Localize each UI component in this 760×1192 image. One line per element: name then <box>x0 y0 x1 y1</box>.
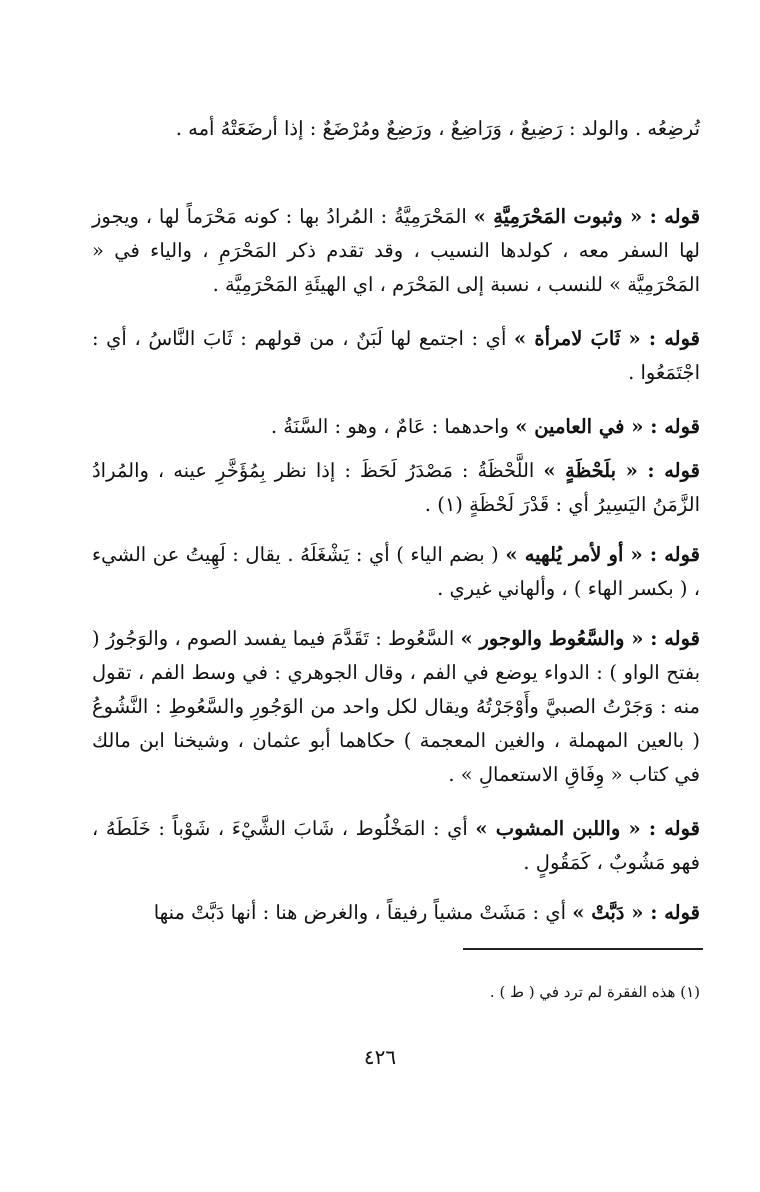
paragraph-7 <box>92 622 700 792</box>
paragraph-lead: قوله : « والسَّعُوط والوجور » <box>460 627 701 650</box>
paragraph-text: المَحْرَمِيَّةُ : المُرادُ بها : كونه مَحْرَماً لها ، ويجوز لها السفر معه ، كولدها النسيب ، وقد تقدم ذكر المَحْرَمِ ، والياء في « المَحْرَمِيَّة » للنسب ، نسبة إلى المَحْرَم ، اي الهيئَةِ المَحْرَمِيَّة . <box>92 205 700 296</box>
paragraph-3 <box>92 322 700 390</box>
paragraph-text: ( بضم الياء ) أي : يَشْغَلَهُ . يقال : لَهِيتُ عن الشيء ، ( بكسر الهاء ) ، وألهاني غيري . <box>92 543 700 600</box>
paragraph-lead: قوله : « أو لأمر يُلهيه » <box>505 543 700 566</box>
paragraph-1 <box>92 112 700 146</box>
paragraph-text: اللَّحْظَةُ : مَصْدَرُ لَحَظَ : إذا نظر بِمُؤَخَّرِ عينه ، والمُرادُ الزَّمَنُ اليَسِيرُ أي : قَدْرَ لَحْظَةٍ (١) . <box>92 459 700 516</box>
footnote: (١) هذه الفقرة لم ترد في ( ط ) . <box>489 983 700 1001</box>
paragraph-lead: قوله : « ثَابَ لامرأة » <box>513 327 701 350</box>
paragraph-lead: قوله : « بلَحْظَةٍ » <box>543 459 700 482</box>
paragraph-9 <box>92 896 700 930</box>
paragraph-lead: قوله : « في العامين » <box>515 415 700 438</box>
page-number: ٤٢٦ <box>363 1045 397 1069</box>
paragraph-5 <box>92 454 700 522</box>
paragraph-6 <box>92 538 700 606</box>
paragraph-lead: قوله : « دَبَّتْ » <box>572 901 700 924</box>
footnote-divider <box>463 948 703 950</box>
paragraph-lead: قوله : « وثبوت المَحْرَمِيَّةِ » <box>473 205 701 228</box>
paragraph-text: أي : المَخْلُوط ، شَابَ الشَّيْءَ ، شَوْباً : خَلَطَهُ ، فهو مَشُوبٌ ، كَمَقُولٍ . <box>92 817 700 874</box>
paragraph-2 <box>92 200 700 302</box>
paragraph-text: السَّعُوط : تَقَدَّمَ فيما يفسد الصوم ، والوَجُورُ ( بفتح الواو ) : الدواء يوضع في الفم ، وقال الجوهري : في وسط الفم ، تقول منه : وَجَرْتُ الصبيَّ وأَوْجَرْتُهُ ويقال لكل واحد من الوَجُورِ والسَّعُوطِ : النَّشُوعُ ( بالعين المهملة ، والغين المعجمة ) حكاهما أبو عثمان ، وشيخنا ابن مالك في كتاب « وِفَاقِ الاستعمالِ » . <box>92 627 700 786</box>
paragraph-text: تُرضِعُه . والولد : رَضِيعٌ ، وَرَاضِعٌ ، ورَضِعٌ ومُرْضَعٌ : إذا أرضَعَتْهُ أمه . <box>175 117 700 140</box>
paragraph-4 <box>92 410 700 444</box>
paragraph-text: أي : مَشَتْ مشياً رفيقاً ، والغرض هنا : أنها دَبَّتْ منها <box>153 901 567 924</box>
paragraph-8 <box>92 812 700 880</box>
paragraph-lead: قوله : « واللبن المشوب » <box>475 817 700 840</box>
paragraph-text: واحدهما : عَامٌ ، وهو : السَّنَةُ . <box>270 415 510 438</box>
paragraph-text: أي : اجتمع لها لَبَنٌ ، من قولهم : ثَابَ النَّاسُ ، أي : اجْتَمَعُوا . <box>92 327 700 384</box>
